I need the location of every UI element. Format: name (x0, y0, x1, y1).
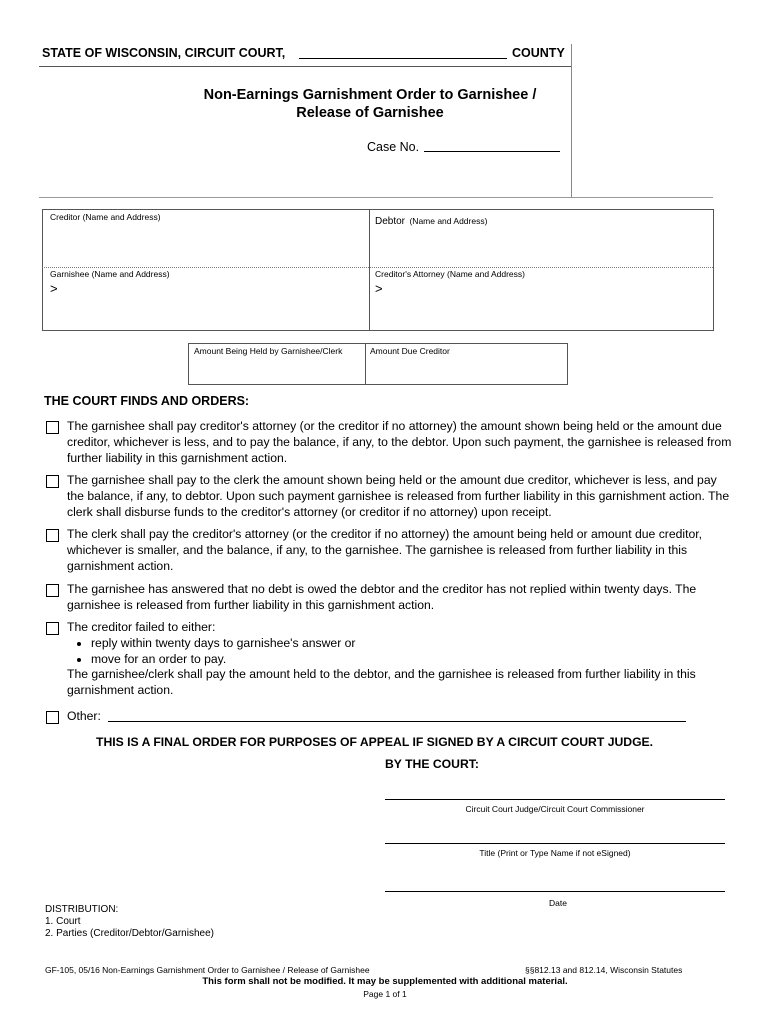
finding-item-5 (67, 620, 737, 699)
parties-table-vertical-divider (369, 209, 370, 330)
checkbox-item-4[interactable] (46, 584, 59, 597)
case-number-label: Case No. (367, 140, 420, 154)
form-title-line2: Release of Garnishee (296, 105, 444, 121)
distribution-item-2: 2. Parties (Creditor/Debtor/Garnishee) (45, 928, 214, 939)
other-label: Other: (67, 709, 101, 723)
finding-item-5-bullets (67, 636, 737, 668)
findings-heading: THE COURT FINDS AND ORDERS: (44, 394, 250, 408)
finding-item-5-bullet-1: • reply within twenty days to garnishee's answer or (91, 636, 737, 652)
header-divider-bottom (39, 197, 713, 198)
date-line[interactable] (385, 891, 725, 892)
footer-statutes: §§812.13 and 812.14, Wisconsin Statutes (525, 965, 683, 975)
creditor-field[interactable]: Creditor (Name and Address) (50, 212, 161, 222)
attorney-marker: > (375, 281, 383, 296)
other-field[interactable] (108, 721, 686, 722)
amounts-table-divider (365, 343, 366, 384)
footer-notice: This form shall not be modified. It may be supplemented with additional material. (202, 976, 568, 987)
court-header: STATE OF WISCONSIN, CIRCUIT COURT, (42, 46, 286, 60)
distribution-item-1: 1. Court (45, 916, 81, 927)
title-signature-label: Title (Print or Type Name if not eSigned) (479, 848, 631, 858)
checkbox-item-2[interactable] (46, 475, 59, 488)
date-label: Date (549, 898, 567, 908)
finding-item-5-tail: The garnishee/clerk shall pay the amount held to the debtor, and the garnishee is released from further liability in this garnishment action. (67, 667, 696, 698)
debtor-field[interactable] (375, 211, 487, 229)
judge-signature-label: Circuit Court Judge/Circuit Court Commissioner (465, 804, 645, 814)
final-order-notice: THIS IS A FINAL ORDER FOR PURPOSES OF APPEAL IF SIGNED BY A CIRCUIT COURT JUDGE. (96, 735, 654, 749)
finding-item-4: The garnishee has answered that no debt is owed the debtor and the creditor has not replied within twenty days. The garnishee is released from further liability in this garnishment action. (67, 582, 697, 612)
footer-page-number: Page 1 of 1 (363, 989, 407, 999)
form-title (160, 86, 580, 122)
finding-item-3: The clerk shall pay the creditor's attorney (or the creditor if no attorney) the amount being held or amount due creditor, whichever is smaller, and the balance, if any, to the garnishee. The garnishee is released from further liability in this garnishment action. (67, 527, 703, 573)
title-signature-line[interactable] (385, 843, 725, 844)
debtor-label: Debtor (375, 216, 406, 227)
checkbox-item-5[interactable] (46, 622, 59, 635)
attorney-field[interactable]: Creditor's Attorney (Name and Address) (375, 269, 525, 279)
judge-signature-line[interactable] (385, 799, 725, 800)
checkbox-other[interactable] (46, 711, 59, 724)
checkbox-item-1[interactable] (46, 421, 59, 434)
finding-item-2: The garnishee shall pay to the clerk the amount shown being held or the amount due creditor, whichever is less, and pay the balance, if any, to debtor. Upon such payment garnishee is released from further liability in this garnishment action. The clerk shall disburse funds to the creditor's attorney (or creditor if no attorney) upon receipt. (67, 473, 730, 519)
finding-item-5-intro: The creditor failed to either: (67, 620, 216, 634)
form-title-line1: Non-Earnings Garnishment Order to Garnishee / (203, 87, 537, 103)
checkbox-item-3[interactable] (46, 529, 59, 542)
header-divider-top (39, 66, 571, 67)
parties-table-horizontal-divider (42, 267, 713, 268)
amount-due-field[interactable]: Amount Due Creditor (370, 346, 450, 356)
finding-item-1: The garnishee shall pay creditor's attorney (or the creditor if no attorney) the amount shown being held or the amount due creditor, whichever is less, and to pay the balance, if any, to the debtor. Upon such payment, the garnishee is released from further liability in this garnishment action. (67, 419, 732, 465)
by-the-court: BY THE COURT: (385, 757, 479, 771)
amount-held-field[interactable]: Amount Being Held by Garnishee/Clerk (194, 346, 343, 356)
county-name-line[interactable] (299, 58, 507, 59)
distribution-list (45, 904, 214, 940)
footer-form-id: GF-105, 05/16 Non-Earnings Garnishment Order to Garnishee / Release of Garnishee (45, 965, 370, 975)
county-label: COUNTY (512, 46, 565, 60)
garnishee-marker: > (50, 281, 58, 296)
case-number-field[interactable] (424, 151, 560, 152)
finding-item-5-bullet-2: • move for an order to pay. (91, 652, 737, 668)
debtor-sublabel: (Name and Address) (409, 216, 488, 226)
distribution-heading: DISTRIBUTION: (45, 904, 119, 915)
garnishee-field[interactable]: Garnishee (Name and Address) (50, 269, 170, 279)
